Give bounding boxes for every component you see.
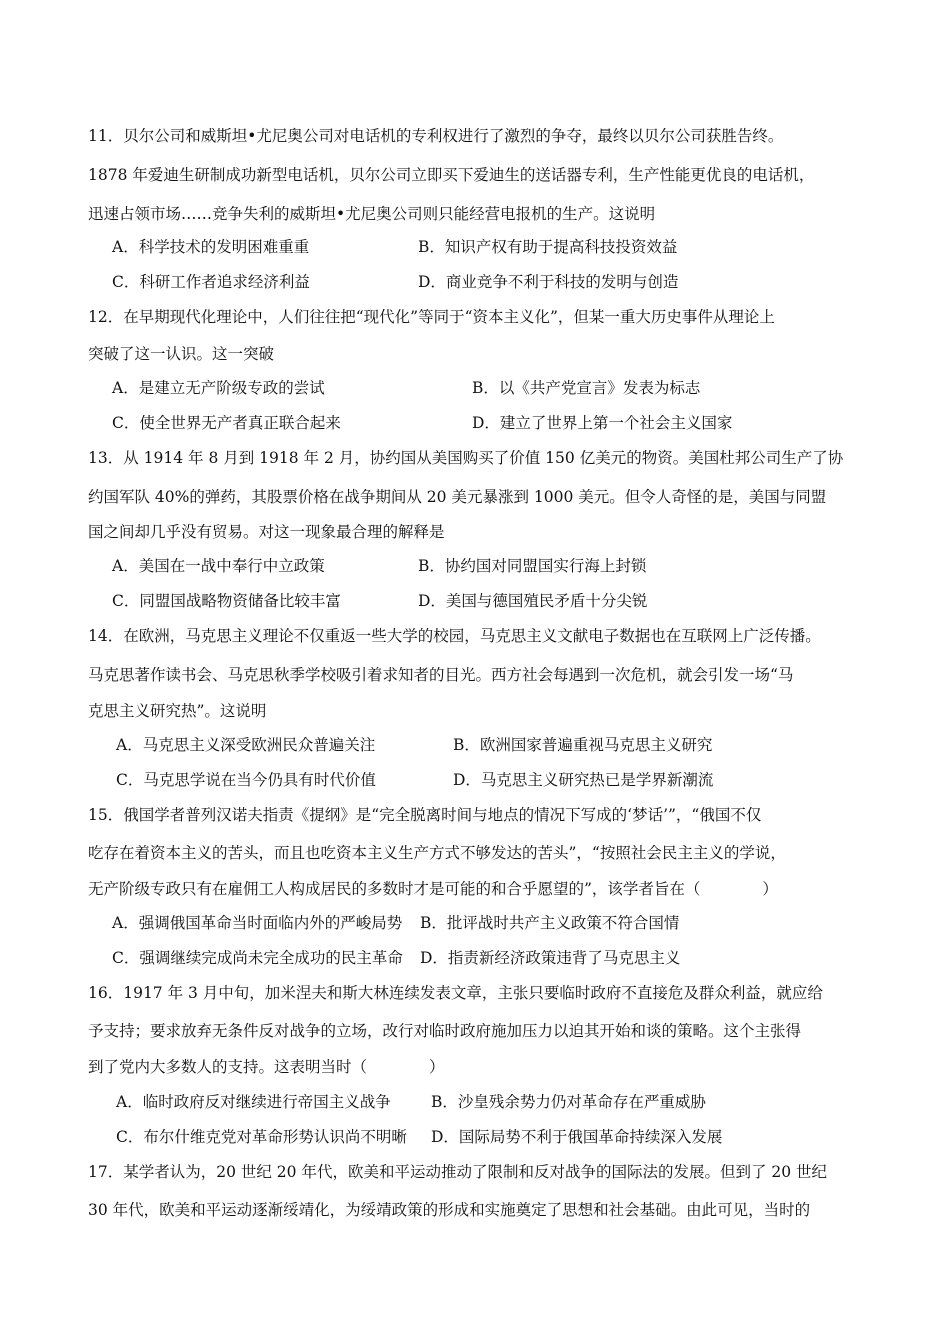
- question-text-line: 克思主义研究热”。这说明: [88, 702, 267, 720]
- question-text-line: 17．某学者认为，20 世纪 20 年代，欧美和平运动推动了限制和反对战争的国际法的发展。但到了 20 世纪: [88, 1163, 828, 1181]
- question-text-line: 13．从 1914 年 8 月到 1918 年 2 月，协约国从美国购买了价值 150 亿美元的物资。美国杜邦公司生产了协: [88, 449, 844, 467]
- option-b[interactable]: B．以《共产党宣言》发表为标志: [472, 379, 701, 397]
- option-a[interactable]: A．科学技术的发明困难重重: [112, 238, 310, 256]
- question-text-line: 马克思著作读书会、马克思秋季学校吸引着求知者的目光。西方社会每遇到一次危机，就会引发一场“马: [88, 666, 794, 684]
- question-text-line: 30 年代，欧美和平运动逐渐绥靖化，为绥靖政策的形成和实施奠定了思想和社会基础。由此可见，当时的: [88, 1201, 811, 1219]
- option-a[interactable]: A．是建立无产阶级专政的尝试: [112, 379, 325, 397]
- option-d[interactable]: D．建立了世界上第一个社会主义国家: [472, 414, 733, 432]
- question-text-line: 14．在欧洲，马克思主义理论不仅重返一些大学的校园，马克思主义文献电子数据也在互联网上广泛传播。: [88, 627, 821, 645]
- option-c[interactable]: C．强调继续完成尚未完全成功的民主革命: [112, 949, 403, 967]
- option-c[interactable]: C．科研工作者追求经济利益: [112, 273, 310, 291]
- question-text-line: 国之间却几乎没有贸易。对这一现象最合理的解释是: [88, 523, 445, 541]
- option-c[interactable]: C．使全世界无产者真正联合起来: [112, 414, 341, 432]
- question-text-line: 突破了这一认识。这一突破: [88, 345, 275, 363]
- question-text-line: 约国军队 40%的弹药，其股票价格在战争期间从 20 美元暴涨到 1000 美元。但令人奇怪的是，美国与同盟: [88, 488, 827, 506]
- option-a[interactable]: A．美国在一战中奉行中立政策: [112, 557, 325, 575]
- option-c[interactable]: C．布尔什维克党对革命形势认识尚不明晰: [116, 1128, 407, 1146]
- option-b[interactable]: B．沙皇残余势力仍对革命存在严重威胁: [431, 1093, 706, 1111]
- option-b[interactable]: B．知识产权有助于提高科技投资效益: [418, 238, 678, 256]
- option-a[interactable]: A．临时政府反对继续进行帝国主义战争: [116, 1093, 391, 1111]
- option-b[interactable]: B．批评战时共产主义政策不符合国情: [420, 914, 680, 932]
- question-text-line: 11．贝尔公司和威斯坦•尤尼奥公司对电话机的专利权进行了激烈的争夺，最终以贝尔公司获胜告终。: [88, 127, 784, 145]
- question-text-line: 无产阶级专政只有在雇佣工人构成居民的多数时才是可能的和合乎愿望的”，该学者旨在（ ）: [88, 880, 778, 898]
- option-a[interactable]: A．强调俄国革命当时面临内外的严峻局势: [112, 914, 403, 932]
- option-d[interactable]: D．国际局势不利于俄国革命持续深入发展: [431, 1128, 723, 1146]
- option-b[interactable]: B．欧洲国家普遍重视马克思主义研究: [453, 736, 713, 754]
- question-text-line: 予支持；要求放弃无条件反对战争的立场，改行对临时政府施加压力以迫其开始和谈的策略。这个主张得: [88, 1022, 802, 1040]
- option-d[interactable]: D．美国与德国殖民矛盾十分尖锐: [418, 592, 648, 610]
- question-text-line: 1878 年爱迪生研制成功新型电话机，贝尔公司立即买下爱迪生的送话器专利，生产性能更优良的电话机，: [88, 166, 815, 184]
- question-text-line: 迅速占领市场……竞争失利的威斯坦•尤尼奥公司则只能经营电报机的生产。这说明: [88, 205, 656, 223]
- question-text-line: 吃存在着资本主义的苦头，而且也吃资本主义生产方式不够发达的苦头”，“按照社会民主主义的学说，: [88, 844, 786, 862]
- option-d[interactable]: D．马克思主义研究热已是学界新潮流: [453, 771, 714, 789]
- option-a[interactable]: A．马克思主义深受欧洲民众普遍关注: [116, 736, 376, 754]
- question-text-line: 15．俄国学者普列汉诺夫指责《提纲》是“完全脱离时间与地点的情况下写成的‘梦话’”，“俄国不仅: [88, 806, 762, 824]
- option-d[interactable]: D．指责新经济政策违背了马克思主义: [420, 949, 681, 967]
- question-text-line: 到了党内大多数人的支持。这表明当时（ ）: [88, 1058, 445, 1076]
- option-c[interactable]: C．同盟国战略物资储备比较丰富: [112, 592, 341, 610]
- option-d[interactable]: D．商业竞争不利于科技的发明与创造: [418, 273, 679, 291]
- option-b[interactable]: B．协约国对同盟国实行海上封锁: [418, 557, 647, 575]
- option-c[interactable]: C．马克思学说在当今仍具有时代价值: [116, 771, 376, 789]
- question-text-line: 12．在早期现代化理论中，人们往往把“现代化”等同于“资本主义化”，但某一重大历史事件从理论上: [88, 308, 775, 326]
- question-text-line: 16．1917 年 3 月中旬，加米涅夫和斯大林连续发表文章，主张只要临时政府不直接危及群众利益，就应给: [88, 984, 823, 1002]
